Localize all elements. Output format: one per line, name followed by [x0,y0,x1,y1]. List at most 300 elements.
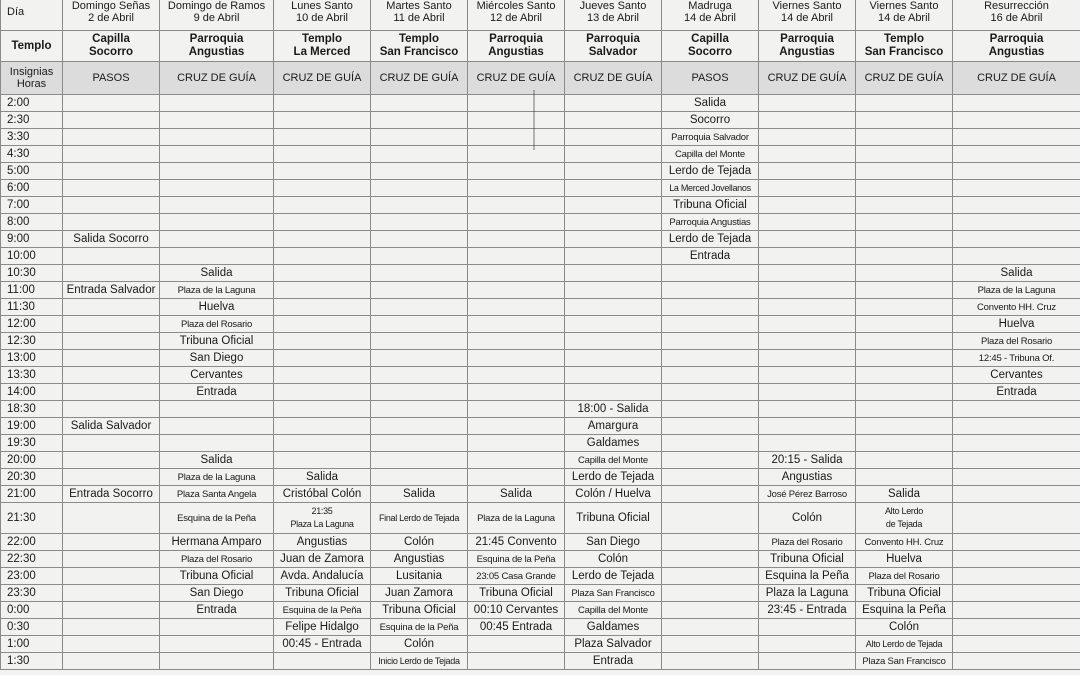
schedule-cell [274,248,371,265]
schedule-cell: Tribuna Oficial [856,585,953,602]
table-row [1,551,1080,568]
column-insignia-4: CRUZ DE GUÍA [371,62,468,95]
schedule-cell [371,384,468,401]
schedule-cell [274,129,371,146]
table-row [1,350,1080,367]
schedule-cell [63,551,160,568]
schedule-cell [565,248,662,265]
header-row-insignias [1,62,1080,95]
table-row [1,163,1080,180]
schedule-cell [953,486,1080,503]
schedule-cell: Alto Lerdo de Tejada [856,636,953,653]
schedule-cell [759,333,856,350]
column-day-2: Domingo de Ramos 9 de Abril [160,0,274,31]
table-row [1,602,1080,619]
schedule-cell [468,469,565,486]
time-cell: 3:30 [1,129,63,146]
schedule-cell [468,214,565,231]
table-row [1,401,1080,418]
schedule-cell [953,503,1080,534]
schedule-cell: Plaza del Rosario [953,333,1080,350]
schedule-cell [565,231,662,248]
schedule-cell [953,452,1080,469]
time-cell: 23:00 [1,568,63,585]
schedule-cell [662,316,759,333]
schedule-cell [759,129,856,146]
schedule-cell [662,534,759,551]
schedule-cell [63,316,160,333]
schedule-cell [662,282,759,299]
schedule-cell [759,653,856,670]
schedule-cell: Tribuna Oficial [565,503,662,534]
schedule-cell [160,653,274,670]
column-templo-5: Parroquia Angustias [468,31,565,62]
schedule-cell: Esquina de la Peña [160,503,274,534]
schedule-cell [63,112,160,129]
schedule-cell: Tribuna Oficial [371,602,468,619]
schedule-cell: Plaza Santa Angela [160,486,274,503]
schedule-cell [371,316,468,333]
schedule-cell [565,163,662,180]
schedule-cell: Convento HH. Cruz [856,534,953,551]
schedule-cell [856,367,953,384]
schedule-cell [468,180,565,197]
schedule-cell [468,248,565,265]
schedule-cell [371,418,468,435]
schedule-cell [953,418,1080,435]
schedule-cell [565,333,662,350]
schedule-cell [759,163,856,180]
schedule-cell [856,469,953,486]
table-row [1,95,1080,112]
time-cell: 4:30 [1,146,63,163]
schedule-cell: Parroquia Salvador [662,129,759,146]
schedule-cell [953,636,1080,653]
schedule-cell [468,435,565,452]
schedule-cell [662,602,759,619]
column-insignia-9: CRUZ DE GUÍA [856,62,953,95]
schedule-cell [856,452,953,469]
schedule-cell [274,367,371,384]
schedule-cell [468,333,565,350]
schedule-cell: 00:45 - Entrada [274,636,371,653]
schedule-cell [371,95,468,112]
column-insignia-5: CRUZ DE GUÍA [468,62,565,95]
schedule-cell: San Diego [565,534,662,551]
schedule-cell: Lerdo de Tejada [565,568,662,585]
schedule-cell [160,619,274,636]
schedule-cell [565,316,662,333]
schedule-cell [63,568,160,585]
schedule-cell [371,350,468,367]
column-templo-1: Capilla Socorro [63,31,160,62]
schedule-cell [468,95,565,112]
time-cell: 11:30 [1,299,63,316]
schedule-cell [274,146,371,163]
schedule-cell [662,619,759,636]
schedule-cell [662,452,759,469]
schedule-cell [468,350,565,367]
schedule-cell [953,568,1080,585]
schedule-cell: Tribuna Oficial [160,568,274,585]
schedule-cell: Entrada Salvador [63,282,160,299]
schedule-cell [160,146,274,163]
time-cell: 21:00 [1,486,63,503]
schedule-cell [662,653,759,670]
schedule-cell [160,418,274,435]
schedule-cell: Galdames [565,435,662,452]
schedule-cell [371,129,468,146]
schedule-cell [63,653,160,670]
schedule-cell: Plaza la Laguna [759,585,856,602]
schedule-cell [856,435,953,452]
schedule-cell [468,367,565,384]
schedule-cell [371,180,468,197]
schedule-cell [371,452,468,469]
schedule-cell [274,180,371,197]
table-row [1,282,1080,299]
time-cell: 10:30 [1,265,63,282]
schedule-cell [63,129,160,146]
schedule-cell: Plaza San Francisco [856,653,953,670]
schedule-cell [856,265,953,282]
schedule-cell: Plaza Salvador [565,636,662,653]
schedule-cell [371,435,468,452]
schedule-cell [160,163,274,180]
time-cell: 14:00 [1,384,63,401]
schedule-cell [759,197,856,214]
schedule-cell [274,653,371,670]
schedule-cell [565,112,662,129]
schedule-cell [662,469,759,486]
schedule-cell [565,265,662,282]
schedule-cell [63,197,160,214]
schedule-cell [953,129,1080,146]
schedule-cell [856,316,953,333]
schedule-cell [274,401,371,418]
table-row [1,435,1080,452]
schedule-cell: Convento HH. Cruz [953,299,1080,316]
schedule-cell [468,163,565,180]
column-day-9: Viernes Santo 14 de Abril [856,0,953,31]
schedule-cell [160,129,274,146]
schedule-cell [759,435,856,452]
schedule-cell: Plaza del Rosario [160,316,274,333]
schedule-cell [468,112,565,129]
schedule-cell [856,112,953,129]
table-row [1,265,1080,282]
schedule-cell [468,418,565,435]
time-cell: 23:30 [1,585,63,602]
schedule-cell [468,282,565,299]
time-cell: 12:00 [1,316,63,333]
schedule-cell: Salida [953,265,1080,282]
schedule-cell: 12:45 - Tribuna Of. [953,350,1080,367]
column-insignia-10: CRUZ DE GUÍA [953,62,1080,95]
schedule-cell [371,231,468,248]
table-row [1,129,1080,146]
schedule-cell: Capilla del Monte [565,452,662,469]
schedule-cell [63,248,160,265]
schedule-cell [565,214,662,231]
table-row [1,486,1080,503]
table-row [1,197,1080,214]
schedule-cell: 20:15 - Salida [759,452,856,469]
schedule-cell: Tribuna Oficial [274,585,371,602]
schedule-cell: Lusitania [371,568,468,585]
schedule-cell [759,636,856,653]
time-cell: 20:00 [1,452,63,469]
table-row [1,418,1080,435]
schedule-cell [662,551,759,568]
schedule-cell: Huelva [953,316,1080,333]
schedule-cell: Capilla del Monte [662,146,759,163]
schedule-cell: Salida [160,265,274,282]
table-row [1,231,1080,248]
time-cell: 1:30 [1,653,63,670]
schedule-cell [468,384,565,401]
schedule-cell: Angustias [371,551,468,568]
table-row [1,619,1080,636]
schedule-cell [953,231,1080,248]
schedule-cell [953,95,1080,112]
schedule-cell: Alto Lerdo de Tejada [856,503,953,534]
table-row [1,585,1080,602]
time-cell: 19:30 [1,435,63,452]
schedule-cell [759,367,856,384]
schedule-cell: Lerdo de Tejada [662,231,759,248]
schedule-cell: Socorro [662,112,759,129]
schedule-cell: Angustias [759,469,856,486]
paper-fold-mark [533,90,535,150]
schedule-cell: Entrada [662,248,759,265]
column-day-5: Miércoles Santo 12 de Abril [468,0,565,31]
column-templo-7: Capilla Socorro [662,31,759,62]
table-row [1,316,1080,333]
schedule-cell [63,299,160,316]
schedule-cell [274,112,371,129]
schedule-cell [160,636,274,653]
schedule-cell [274,214,371,231]
schedule-cell: Tribuna Oficial [468,585,565,602]
column-insignia-1: PASOS [63,62,160,95]
table-row [1,112,1080,129]
schedule-cell: Plaza de la Laguna [468,503,565,534]
schedule-cell [274,350,371,367]
schedule-cell: Juan de Zamora [274,551,371,568]
table-row [1,180,1080,197]
schedule-cell: Huelva [160,299,274,316]
schedule-cell: Esquina de la Peña [371,619,468,636]
schedule-cell: Lerdo de Tejada [565,469,662,486]
column-day-4: Martes Santo 11 de Abril [371,0,468,31]
schedule-cell [662,418,759,435]
schedule-cell: Salida [274,469,371,486]
schedule-cell [274,95,371,112]
schedule-cell [371,469,468,486]
schedule-cell [63,469,160,486]
schedule-cell: Huelva [856,551,953,568]
schedule-cell: 00:10 Cervantes [468,602,565,619]
schedule-cell [63,384,160,401]
schedule-cell [274,265,371,282]
schedule-cell [371,163,468,180]
schedule-cell: Capilla del Monte [565,602,662,619]
schedule-cell [63,163,160,180]
schedule-cell: Salida [371,486,468,503]
time-cell: 22:00 [1,534,63,551]
schedule-cell [160,401,274,418]
schedule-cell [662,299,759,316]
table-row [1,503,1080,534]
time-cell: 21:30 [1,503,63,534]
schedule-cell [759,418,856,435]
schedule-cell: Salida [662,95,759,112]
column-day-10: Resurrección 16 de Abril [953,0,1080,31]
insignias-label: Insignias Horas [1,62,63,95]
schedule-cell [371,333,468,350]
column-insignia-6: CRUZ DE GUÍA [565,62,662,95]
table-row [1,568,1080,585]
table-row [1,248,1080,265]
schedule-cell [468,401,565,418]
schedule-cell [371,265,468,282]
schedule-cell [274,316,371,333]
schedule-cell [856,418,953,435]
schedule-cell: Parroquia Angustias [662,214,759,231]
schedule-cell: Entrada [160,384,274,401]
schedule-cell [63,146,160,163]
schedule-cell: 21:35 Plaza La Laguna [274,503,371,534]
table-row [1,384,1080,401]
schedule-cell [953,112,1080,129]
schedule-cell [468,452,565,469]
schedule-cell [63,350,160,367]
schedule-cell [759,384,856,401]
schedule-cell [274,384,371,401]
schedule-cell: Colón [371,534,468,551]
table-row [1,299,1080,316]
schedule-cell: Plaza de la Laguna [160,469,274,486]
schedule-cell [274,418,371,435]
schedule-cell [759,316,856,333]
schedule-cell: Felipe Hidalgo [274,619,371,636]
table-row [1,534,1080,551]
column-insignia-8: CRUZ DE GUÍA [759,62,856,95]
schedule-cell: Plaza San Francisco [565,585,662,602]
schedule-cell [274,333,371,350]
schedule-cell [63,636,160,653]
schedule-cell: 00:45 Entrada [468,619,565,636]
schedule-cell [63,367,160,384]
schedule-cell [662,636,759,653]
time-cell: 0:00 [1,602,63,619]
column-day-3: Lunes Santo 10 de Abril [274,0,371,31]
schedule-cell [160,112,274,129]
schedule-cell: Colón [371,636,468,653]
schedule-cell [953,197,1080,214]
schedule-cell: Entrada [953,384,1080,401]
schedule-cell [160,95,274,112]
schedule-cell [468,316,565,333]
schedule-cell [856,95,953,112]
schedule-cell [160,180,274,197]
schedule-cell [274,282,371,299]
column-templo-9: Templo San Francisco [856,31,953,62]
time-cell: 20:30 [1,469,63,486]
schedule-cell [856,197,953,214]
schedule-cell [274,163,371,180]
schedule-cell [953,602,1080,619]
schedule-cell [856,180,953,197]
schedule-cell [953,551,1080,568]
schedule-cell [63,585,160,602]
schedule-cell: 18:00 - Salida [565,401,662,418]
column-day-6: Jueves Santo 13 de Abril [565,0,662,31]
schedule-cell [662,486,759,503]
schedule-cell [759,401,856,418]
time-cell: 13:00 [1,350,63,367]
schedule-cell [759,299,856,316]
schedule-cell [953,248,1080,265]
schedule-cell [274,435,371,452]
schedule-cell [662,585,759,602]
schedule-cell [856,282,953,299]
schedule-cell [468,197,565,214]
schedule-cell [953,214,1080,231]
schedule-cell [274,197,371,214]
schedule-cell: Plaza de la Laguna [953,282,1080,299]
schedule-cell [371,214,468,231]
schedule-cell [759,350,856,367]
column-templo-6: Parroquia Salvador [565,31,662,62]
time-cell: 2:30 [1,112,63,129]
schedule-cell [565,197,662,214]
schedule-cell [759,214,856,231]
schedule-cell [856,333,953,350]
schedule-cell [662,435,759,452]
time-cell: 0:30 [1,619,63,636]
time-cell: 7:00 [1,197,63,214]
schedule-cell [160,231,274,248]
schedule-cell [468,653,565,670]
schedule-cell [63,401,160,418]
schedule-cell [662,265,759,282]
schedule-cell: Colón [856,619,953,636]
schedule-cell [662,333,759,350]
schedule-cell: Tribuna Oficial [662,197,759,214]
table-row [1,452,1080,469]
schedule-cell [160,435,274,452]
schedule-cell: Entrada [160,602,274,619]
column-insignia-2: CRUZ DE GUÍA [160,62,274,95]
column-templo-3: Templo La Merced [274,31,371,62]
schedule-cell: San Diego [160,350,274,367]
schedule-cell: Juan Zamora [371,585,468,602]
schedule-cell [856,299,953,316]
templo-label: Templo [1,31,63,62]
schedule-cell [953,163,1080,180]
schedule-cell: Plaza del Rosario [759,534,856,551]
schedule-cell [63,333,160,350]
time-cell: 5:00 [1,163,63,180]
header-row-templo [1,31,1080,62]
time-cell: 1:00 [1,636,63,653]
schedule-cell: Colón [565,551,662,568]
column-templo-4: Templo San Francisco [371,31,468,62]
time-cell: 19:00 [1,418,63,435]
schedule-cell: Colón / Huelva [565,486,662,503]
